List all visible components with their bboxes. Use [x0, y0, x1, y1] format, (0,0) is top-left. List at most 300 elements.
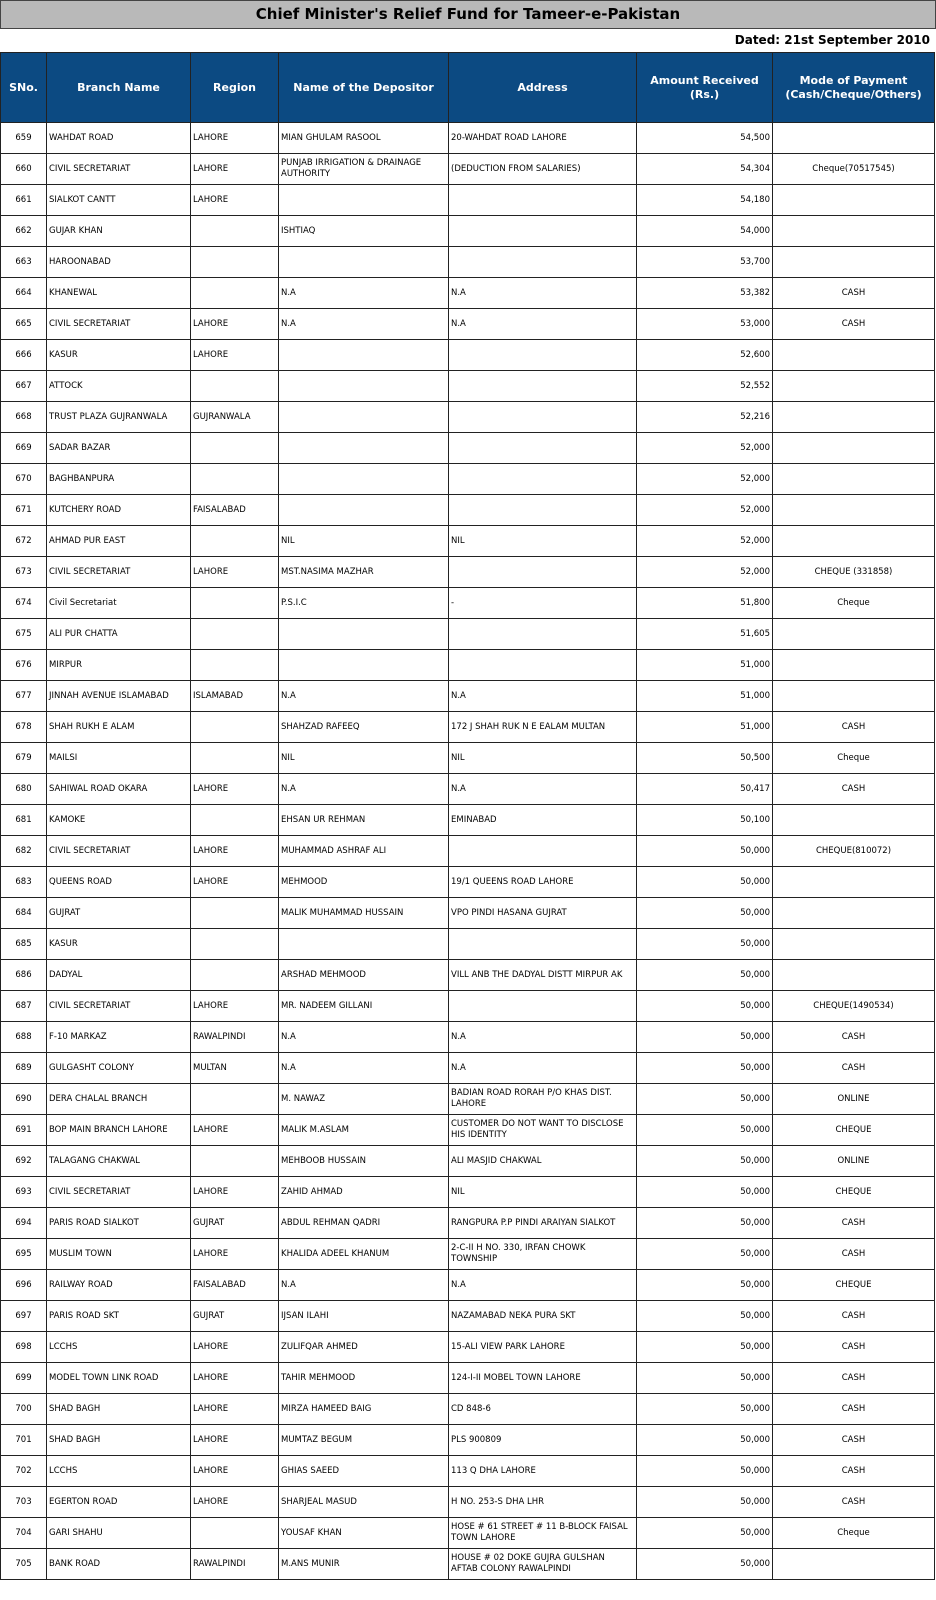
cell-region: FAISALABAD — [191, 1270, 279, 1301]
cell-depositor — [279, 495, 449, 526]
cell-sno: 682 — [1, 836, 47, 867]
table-row — [1, 619, 935, 650]
cell-region: FAISALABAD — [191, 495, 279, 526]
table-row — [1, 743, 935, 774]
cell-mode: Cheque — [773, 588, 935, 619]
table-row — [1, 681, 935, 712]
cell-address: VILL ANB THE DADYAL DISTT MIRPUR AK — [449, 960, 637, 991]
cell-amount: 50,000 — [637, 1177, 773, 1208]
cell-address — [449, 464, 637, 495]
cell-region: LAHORE — [191, 154, 279, 185]
cell-depositor — [279, 247, 449, 278]
cell-amount: 53,000 — [637, 309, 773, 340]
cell-depositor: ZAHID AHMAD — [279, 1177, 449, 1208]
cell-branch: JINNAH AVENUE ISLAMABAD — [47, 681, 191, 712]
cell-address — [449, 402, 637, 433]
cell-amount: 50,000 — [637, 1487, 773, 1518]
cell-sno: 695 — [1, 1239, 47, 1270]
cell-sno: 674 — [1, 588, 47, 619]
cell-amount: 50,000 — [637, 1115, 773, 1146]
cell-mode: CHEQUE — [773, 1270, 935, 1301]
cell-mode: CASH — [773, 278, 935, 309]
table-row — [1, 495, 935, 526]
cell-amount: 52,000 — [637, 557, 773, 588]
cell-sno: 661 — [1, 185, 47, 216]
cell-mode — [773, 216, 935, 247]
table-row — [1, 1084, 935, 1115]
cell-amount: 50,000 — [637, 1053, 773, 1084]
cell-address — [449, 247, 637, 278]
cell-amount: 50,000 — [637, 1208, 773, 1239]
cell-sno: 681 — [1, 805, 47, 836]
cell-branch: AHMAD PUR EAST — [47, 526, 191, 557]
table-body — [1, 123, 935, 1580]
cell-address — [449, 929, 637, 960]
table-row — [1, 340, 935, 371]
cell-branch: TALAGANG CHAKWAL — [47, 1146, 191, 1177]
cell-depositor: NIL — [279, 743, 449, 774]
cell-mode: ONLINE — [773, 1084, 935, 1115]
cell-amount: 52,600 — [637, 340, 773, 371]
cell-region: LAHORE — [191, 1115, 279, 1146]
cell-region — [191, 1084, 279, 1115]
cell-sno: 699 — [1, 1363, 47, 1394]
table-row — [1, 1518, 935, 1549]
cell-amount: 51,800 — [637, 588, 773, 619]
cell-branch: Civil Secretariat — [47, 588, 191, 619]
cell-depositor: N.A — [279, 1022, 449, 1053]
cell-mode: CASH — [773, 309, 935, 340]
date-label: Dated: 21st September 2010 — [734, 33, 930, 47]
cell-region: LAHORE — [191, 1425, 279, 1456]
cell-address: N.A — [449, 1270, 637, 1301]
cell-depositor — [279, 371, 449, 402]
cell-depositor: YOUSAF KHAN — [279, 1518, 449, 1549]
cell-mode: CASH — [773, 1301, 935, 1332]
cell-region: LAHORE — [191, 867, 279, 898]
table-row — [1, 991, 935, 1022]
cell-branch: SIALKOT CANTT — [47, 185, 191, 216]
cell-region: LAHORE — [191, 185, 279, 216]
cell-amount: 50,000 — [637, 1084, 773, 1115]
cell-region: RAWALPINDI — [191, 1549, 279, 1580]
cell-region — [191, 1518, 279, 1549]
cell-region: RAWALPINDI — [191, 1022, 279, 1053]
cell-branch: SADAR BAZAR — [47, 433, 191, 464]
cell-region — [191, 712, 279, 743]
cell-amount: 54,304 — [637, 154, 773, 185]
cell-address — [449, 557, 637, 588]
cell-branch: SHAD BAGH — [47, 1425, 191, 1456]
cell-branch: CIVIL SECRETARIAT — [47, 991, 191, 1022]
cell-amount: 50,000 — [637, 1332, 773, 1363]
cell-address: N.A — [449, 681, 637, 712]
cell-mode: CHEQUE — [773, 1177, 935, 1208]
page-title: Chief Minister's Relief Fund for Tameer-e-Pakistan — [0, 0, 936, 29]
cell-branch: KASUR — [47, 929, 191, 960]
cell-address: (DEDUCTION FROM SALARIES) — [449, 154, 637, 185]
cell-depositor: ISHTIAQ — [279, 216, 449, 247]
cell-depositor: MST.NASIMA MAZHAR — [279, 557, 449, 588]
table-row — [1, 774, 935, 805]
cell-region — [191, 526, 279, 557]
cell-branch: ALI PUR CHATTA — [47, 619, 191, 650]
cell-address: ALI MASJID CHAKWAL — [449, 1146, 637, 1177]
cell-depositor: SHAHZAD RAFEEQ — [279, 712, 449, 743]
cell-address: N.A — [449, 774, 637, 805]
cell-region: LAHORE — [191, 309, 279, 340]
cell-depositor — [279, 464, 449, 495]
table-row — [1, 1053, 935, 1084]
cell-depositor: MUHAMMAD ASHRAF ALI — [279, 836, 449, 867]
table-row — [1, 526, 935, 557]
cell-sno: 698 — [1, 1332, 47, 1363]
cell-address: CUSTOMER DO NOT WANT TO DISCLOSE HIS IDENTITY — [449, 1115, 637, 1146]
table-row — [1, 464, 935, 495]
cell-mode — [773, 495, 935, 526]
table-row — [1, 650, 935, 681]
table-row — [1, 433, 935, 464]
table-row — [1, 1549, 935, 1580]
cell-mode: CHEQUE(1490534) — [773, 991, 935, 1022]
cell-amount: 52,000 — [637, 526, 773, 557]
cell-mode — [773, 898, 935, 929]
cell-address: NIL — [449, 1177, 637, 1208]
cell-branch: WAHDAT ROAD — [47, 123, 191, 154]
cell-depositor: IJSAN ILAHI — [279, 1301, 449, 1332]
table-row — [1, 278, 935, 309]
table-row — [1, 1146, 935, 1177]
cell-address: PLS 900809 — [449, 1425, 637, 1456]
cell-mode: CHEQUE (331858) — [773, 557, 935, 588]
cell-region — [191, 247, 279, 278]
cell-amount: 50,000 — [637, 1425, 773, 1456]
cell-depositor — [279, 650, 449, 681]
cell-branch: PARIS ROAD SIALKOT — [47, 1208, 191, 1239]
cell-mode: ONLINE — [773, 1146, 935, 1177]
cell-branch: GARI SHAHU — [47, 1518, 191, 1549]
cell-branch: F-10 MARKAZ — [47, 1022, 191, 1053]
cell-mode: Cheque — [773, 743, 935, 774]
cell-branch: SHAH RUKH E ALAM — [47, 712, 191, 743]
cell-sno: 680 — [1, 774, 47, 805]
cell-branch: CIVIL SECRETARIAT — [47, 154, 191, 185]
cell-amount: 50,000 — [637, 1301, 773, 1332]
cell-amount: 52,000 — [637, 464, 773, 495]
cell-branch: RAILWAY ROAD — [47, 1270, 191, 1301]
cell-depositor: ARSHAD MEHMOOD — [279, 960, 449, 991]
table-row — [1, 216, 935, 247]
cell-region: LAHORE — [191, 1332, 279, 1363]
cell-amount: 51,605 — [637, 619, 773, 650]
cell-address — [449, 836, 637, 867]
cell-region: GUJRAT — [191, 1301, 279, 1332]
cell-region: LAHORE — [191, 1239, 279, 1270]
cell-address: - — [449, 588, 637, 619]
table-row — [1, 185, 935, 216]
cell-branch: SAHIWAL ROAD OKARA — [47, 774, 191, 805]
cell-mode — [773, 123, 935, 154]
cell-address: HOSE # 61 STREET # 11 B-BLOCK FAISAL TOWN LAHORE — [449, 1518, 637, 1549]
cell-branch: BANK ROAD — [47, 1549, 191, 1580]
cell-region — [191, 433, 279, 464]
table-row — [1, 712, 935, 743]
donations-table — [0, 52, 935, 1580]
cell-sno: 691 — [1, 1115, 47, 1146]
cell-depositor: ABDUL REHMAN QADRI — [279, 1208, 449, 1239]
cell-branch: TRUST PLAZA GUJRANWALA — [47, 402, 191, 433]
cell-region: LAHORE — [191, 1456, 279, 1487]
cell-sno: 671 — [1, 495, 47, 526]
cell-sno: 679 — [1, 743, 47, 774]
cell-depositor — [279, 340, 449, 371]
cell-amount: 50,000 — [637, 1456, 773, 1487]
cell-mode: CASH — [773, 1022, 935, 1053]
cell-amount: 50,500 — [637, 743, 773, 774]
cell-sno: 684 — [1, 898, 47, 929]
cell-mode: Cheque — [773, 1518, 935, 1549]
cell-depositor: MR. NADEEM GILLANI — [279, 991, 449, 1022]
table-row — [1, 1425, 935, 1456]
cell-region: LAHORE — [191, 836, 279, 867]
cell-sno: 659 — [1, 123, 47, 154]
cell-depositor: M.ANS MUNIR — [279, 1549, 449, 1580]
cell-sno: 705 — [1, 1549, 47, 1580]
cell-sno: 675 — [1, 619, 47, 650]
cell-sno: 697 — [1, 1301, 47, 1332]
header-sno: SNo. — [1, 53, 47, 123]
cell-branch: CIVIL SECRETARIAT — [47, 557, 191, 588]
cell-depositor — [279, 929, 449, 960]
cell-sno: 683 — [1, 867, 47, 898]
cell-depositor: GHIAS SAEED — [279, 1456, 449, 1487]
cell-region — [191, 619, 279, 650]
cell-sno: 673 — [1, 557, 47, 588]
cell-mode: CASH — [773, 1363, 935, 1394]
cell-address — [449, 650, 637, 681]
cell-address: N.A — [449, 1022, 637, 1053]
cell-branch: DERA CHALAL BRANCH — [47, 1084, 191, 1115]
table-row — [1, 1177, 935, 1208]
cell-sno: 660 — [1, 154, 47, 185]
table-row — [1, 154, 935, 185]
cell-branch: BOP MAIN BRANCH LAHORE — [47, 1115, 191, 1146]
cell-amount: 50,100 — [637, 805, 773, 836]
cell-mode: CHEQUE(810072) — [773, 836, 935, 867]
cell-address: 124-I-II MOBEL TOWN LAHORE — [449, 1363, 637, 1394]
cell-depositor: MIAN GHULAM RASOOL — [279, 123, 449, 154]
table-row — [1, 836, 935, 867]
cell-sno: 694 — [1, 1208, 47, 1239]
cell-depositor: MEHMOOD — [279, 867, 449, 898]
cell-region — [191, 743, 279, 774]
cell-depositor: N.A — [279, 278, 449, 309]
table-row — [1, 123, 935, 154]
cell-mode — [773, 340, 935, 371]
cell-amount: 50,000 — [637, 960, 773, 991]
cell-address: CD 848-6 — [449, 1394, 637, 1425]
cell-branch: HAROONABAD — [47, 247, 191, 278]
cell-sno: 669 — [1, 433, 47, 464]
cell-branch: KHANEWAL — [47, 278, 191, 309]
cell-region: GUJRANWALA — [191, 402, 279, 433]
cell-branch: GULGASHT COLONY — [47, 1053, 191, 1084]
cell-depositor — [279, 433, 449, 464]
cell-sno: 670 — [1, 464, 47, 495]
cell-amount: 50,000 — [637, 867, 773, 898]
cell-sno: 665 — [1, 309, 47, 340]
cell-address: RANGPURA P.P PINDI ARAIYAN SIALKOT — [449, 1208, 637, 1239]
cell-address — [449, 433, 637, 464]
cell-mode — [773, 867, 935, 898]
cell-depositor: EHSAN UR REHMAN — [279, 805, 449, 836]
cell-sno: 686 — [1, 960, 47, 991]
cell-branch: MODEL TOWN LINK ROAD — [47, 1363, 191, 1394]
cell-region: LAHORE — [191, 123, 279, 154]
cell-mode: CASH — [773, 1332, 935, 1363]
cell-amount: 52,216 — [637, 402, 773, 433]
cell-mode: CASH — [773, 774, 935, 805]
header-region: Region — [191, 53, 279, 123]
cell-region: LAHORE — [191, 1394, 279, 1425]
cell-mode — [773, 433, 935, 464]
cell-sno: 688 — [1, 1022, 47, 1053]
cell-region: LAHORE — [191, 557, 279, 588]
cell-amount: 54,500 — [637, 123, 773, 154]
cell-sno: 672 — [1, 526, 47, 557]
cell-address: NAZAMABAD NEKA PURA SKT — [449, 1301, 637, 1332]
cell-region: LAHORE — [191, 991, 279, 1022]
cell-region — [191, 588, 279, 619]
cell-sno: 701 — [1, 1425, 47, 1456]
cell-depositor: ZULIFQAR AHMED — [279, 1332, 449, 1363]
cell-mode — [773, 402, 935, 433]
cell-address: 15-ALI VIEW PARK LAHORE — [449, 1332, 637, 1363]
cell-mode — [773, 185, 935, 216]
cell-mode — [773, 929, 935, 960]
table-row — [1, 309, 935, 340]
table-row — [1, 1270, 935, 1301]
cell-region — [191, 650, 279, 681]
cell-region — [191, 371, 279, 402]
cell-sno: 685 — [1, 929, 47, 960]
cell-depositor: MUMTAZ BEGUM — [279, 1425, 449, 1456]
table-row — [1, 1456, 935, 1487]
cell-depositor: MALIK M.ASLAM — [279, 1115, 449, 1146]
cell-branch: CIVIL SECRETARIAT — [47, 1177, 191, 1208]
cell-depositor: N.A — [279, 1270, 449, 1301]
cell-mode — [773, 960, 935, 991]
cell-branch: LCCHS — [47, 1456, 191, 1487]
cell-sno: 696 — [1, 1270, 47, 1301]
cell-address: 2-C-II H NO. 330, IRFAN CHOWK TOWNSHIP — [449, 1239, 637, 1270]
cell-sno: 676 — [1, 650, 47, 681]
cell-mode — [773, 805, 935, 836]
cell-mode: CHEQUE — [773, 1115, 935, 1146]
table-row — [1, 371, 935, 402]
table-row — [1, 1394, 935, 1425]
cell-branch: KAMOKE — [47, 805, 191, 836]
cell-sno: 704 — [1, 1518, 47, 1549]
cell-amount: 50,000 — [637, 1146, 773, 1177]
cell-branch: SHAD BAGH — [47, 1394, 191, 1425]
cell-amount: 51,000 — [637, 650, 773, 681]
header-address: Address — [449, 53, 637, 123]
cell-depositor — [279, 402, 449, 433]
cell-sno: 678 — [1, 712, 47, 743]
cell-mode: CASH — [773, 712, 935, 743]
cell-sno: 702 — [1, 1456, 47, 1487]
cell-address — [449, 216, 637, 247]
cell-mode: CASH — [773, 1394, 935, 1425]
cell-mode — [773, 1549, 935, 1580]
cell-branch: CIVIL SECRETARIAT — [47, 836, 191, 867]
table-row — [1, 960, 935, 991]
header-amount: Amount Received (Rs.) — [637, 53, 773, 123]
table-row — [1, 1487, 935, 1518]
cell-depositor: KHALIDA ADEEL KHANUM — [279, 1239, 449, 1270]
cell-region — [191, 278, 279, 309]
cell-branch: BAGHBANPURA — [47, 464, 191, 495]
cell-sno: 667 — [1, 371, 47, 402]
table-row — [1, 402, 935, 433]
cell-mode: CASH — [773, 1239, 935, 1270]
cell-sno: 668 — [1, 402, 47, 433]
cell-region — [191, 929, 279, 960]
cell-mode: CASH — [773, 1425, 935, 1456]
header-mode: Mode of Payment (Cash/Cheque/Others) — [773, 53, 935, 123]
cell-address: VPO PINDI HASANA GUJRAT — [449, 898, 637, 929]
cell-sno: 690 — [1, 1084, 47, 1115]
cell-address: HOUSE # 02 DOKE GUJRA GULSHAN AFTAB COLONY RAWALPINDI — [449, 1549, 637, 1580]
cell-amount: 50,000 — [637, 1022, 773, 1053]
table-row — [1, 1363, 935, 1394]
table-row — [1, 805, 935, 836]
cell-depositor — [279, 185, 449, 216]
cell-address — [449, 619, 637, 650]
cell-address: BADIAN ROAD RORAH P/O KHAS DIST. LAHORE — [449, 1084, 637, 1115]
cell-region: LAHORE — [191, 1363, 279, 1394]
cell-depositor: MALIK MUHAMMAD HUSSAIN — [279, 898, 449, 929]
cell-mode: CASH — [773, 1456, 935, 1487]
cell-sno: 662 — [1, 216, 47, 247]
header-branch-name: Branch Name — [47, 53, 191, 123]
cell-region: MULTAN — [191, 1053, 279, 1084]
cell-mode — [773, 247, 935, 278]
cell-branch: GUJRAT — [47, 898, 191, 929]
cell-sno: 689 — [1, 1053, 47, 1084]
table-row — [1, 1115, 935, 1146]
cell-amount: 53,382 — [637, 278, 773, 309]
cell-region — [191, 805, 279, 836]
cell-region: LAHORE — [191, 774, 279, 805]
cell-branch: EGERTON ROAD — [47, 1487, 191, 1518]
cell-depositor: N.A — [279, 774, 449, 805]
header-depositor: Name of the Depositor — [279, 53, 449, 123]
cell-depositor: M. NAWAZ — [279, 1084, 449, 1115]
cell-address — [449, 340, 637, 371]
cell-depositor: MEHBOOB HUSSAIN — [279, 1146, 449, 1177]
cell-branch: MAILSI — [47, 743, 191, 774]
cell-address: EMINABAD — [449, 805, 637, 836]
table-row — [1, 588, 935, 619]
cell-region — [191, 464, 279, 495]
cell-amount: 52,552 — [637, 371, 773, 402]
cell-amount: 50,000 — [637, 929, 773, 960]
cell-branch: MUSLIM TOWN — [47, 1239, 191, 1270]
cell-branch: LCCHS — [47, 1332, 191, 1363]
cell-sno: 692 — [1, 1146, 47, 1177]
